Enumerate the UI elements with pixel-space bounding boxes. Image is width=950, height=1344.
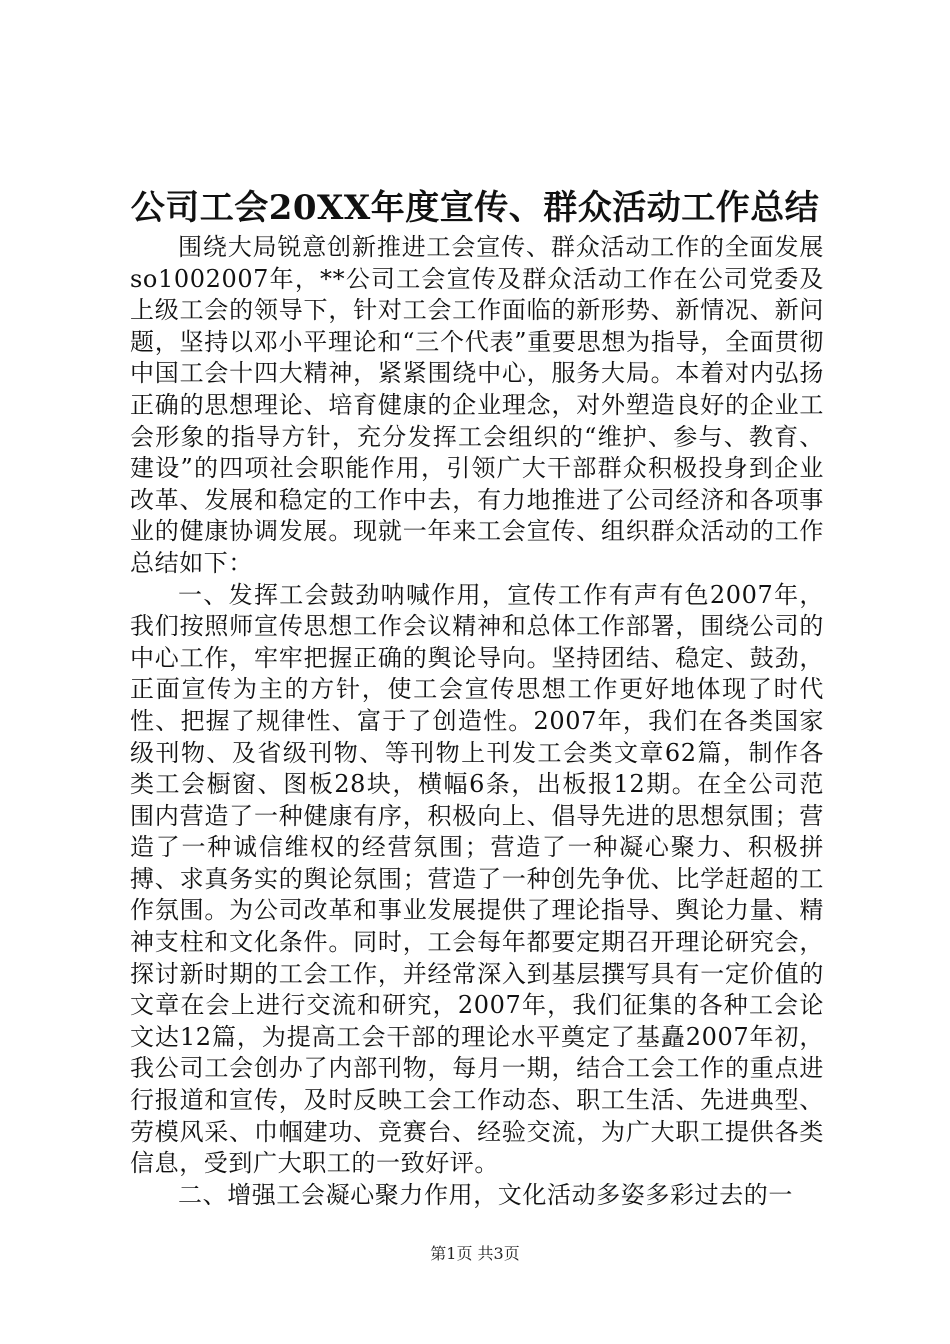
document-body: [130, 232, 824, 1211]
paragraph-section-2: 二、增强工会凝心聚力作用，文化活动多姿多彩过去的一: [178, 1180, 793, 1209]
paragraph-intro: 围绕大局锐意创新推进工会宣传、群众活动工作的全面发展so1002007年，**公司工会宣传及群众活动工作在公司党委及上级工会的领导下，针对工会工作面临的新形势、新情况、新问题，坚持以邓小平理论和“三个代表”重要思想为指导，全面贯彻中国工会十四大精神，紧紧围绕中心，服务大局。本着对内弘扬正确的思想理论、培育健康的企业理念，对外塑造良好的企业工会形象的指导方针，充分发挥工会组织的“维护、参与、教育、建设”的四项社会职能作用，引领广大干部群众积极投身到企业改革、发展和稳定的工作中去，有力地推进了公司经济和各项事业的健康协调发展。现就一年来工会宣传、组织群众活动的工作总结如下：: [130, 233, 824, 577]
page-footer: 第1页 共3页: [430, 1244, 520, 1263]
paragraph-section-1: 一、发挥工会鼓劲呐喊作用，宣传工作有声有色2007年，我们按照师宣传思想工作会议精神和总体工作部署，围绕公司的中心工作，牢牢把握正确的舆论导向。坚持团结、稳定、鼓劲，正面宣传为主的方针，使工会宣传思想工作更好地体现了时代性、把握了规律性、富于了创造性。2007年，我们在各类国家级刊物、及省级刊物、等刊物上刊发工会类文章62篇，制作各类工会橱窗、图板28块，横幅6条，出板报12期。在全公司范围内营造了一种健康有序，积极向上、倡导先进的思想氛围；营造了一种诚信维权的经营氛围；营造了一种凝心聚力、积极拼搏、求真务实的舆论氛围；营造了一种创先争优、比学赶超的工作氛围。为公司改革和事业发展提供了理论指导、舆论力量、精神支柱和文化条件。同时，工会每年都要定期召开理论研究会，探讨新时期的工会工作，并经常深入到基层撰写具有一定价值的文章在会上进行交流和研究，2007年，我们征集的各种工会论文达12篇，为提高工会干部的理论水平奠定了基矗2007年初，我公司工会创办了内部刊物，每月一期，结合工会工作的重点进行报道和宣传，及时反映工会工作动态、职工生活、先进典型、劳模风采、巾帼建功、竞赛台、经验交流，为广大职工提供各类信息，受到广大职工的一致好评。: [130, 580, 824, 1178]
document-title: 公司工会20XX年度宣传、群众活动工作总结: [130, 188, 820, 228]
